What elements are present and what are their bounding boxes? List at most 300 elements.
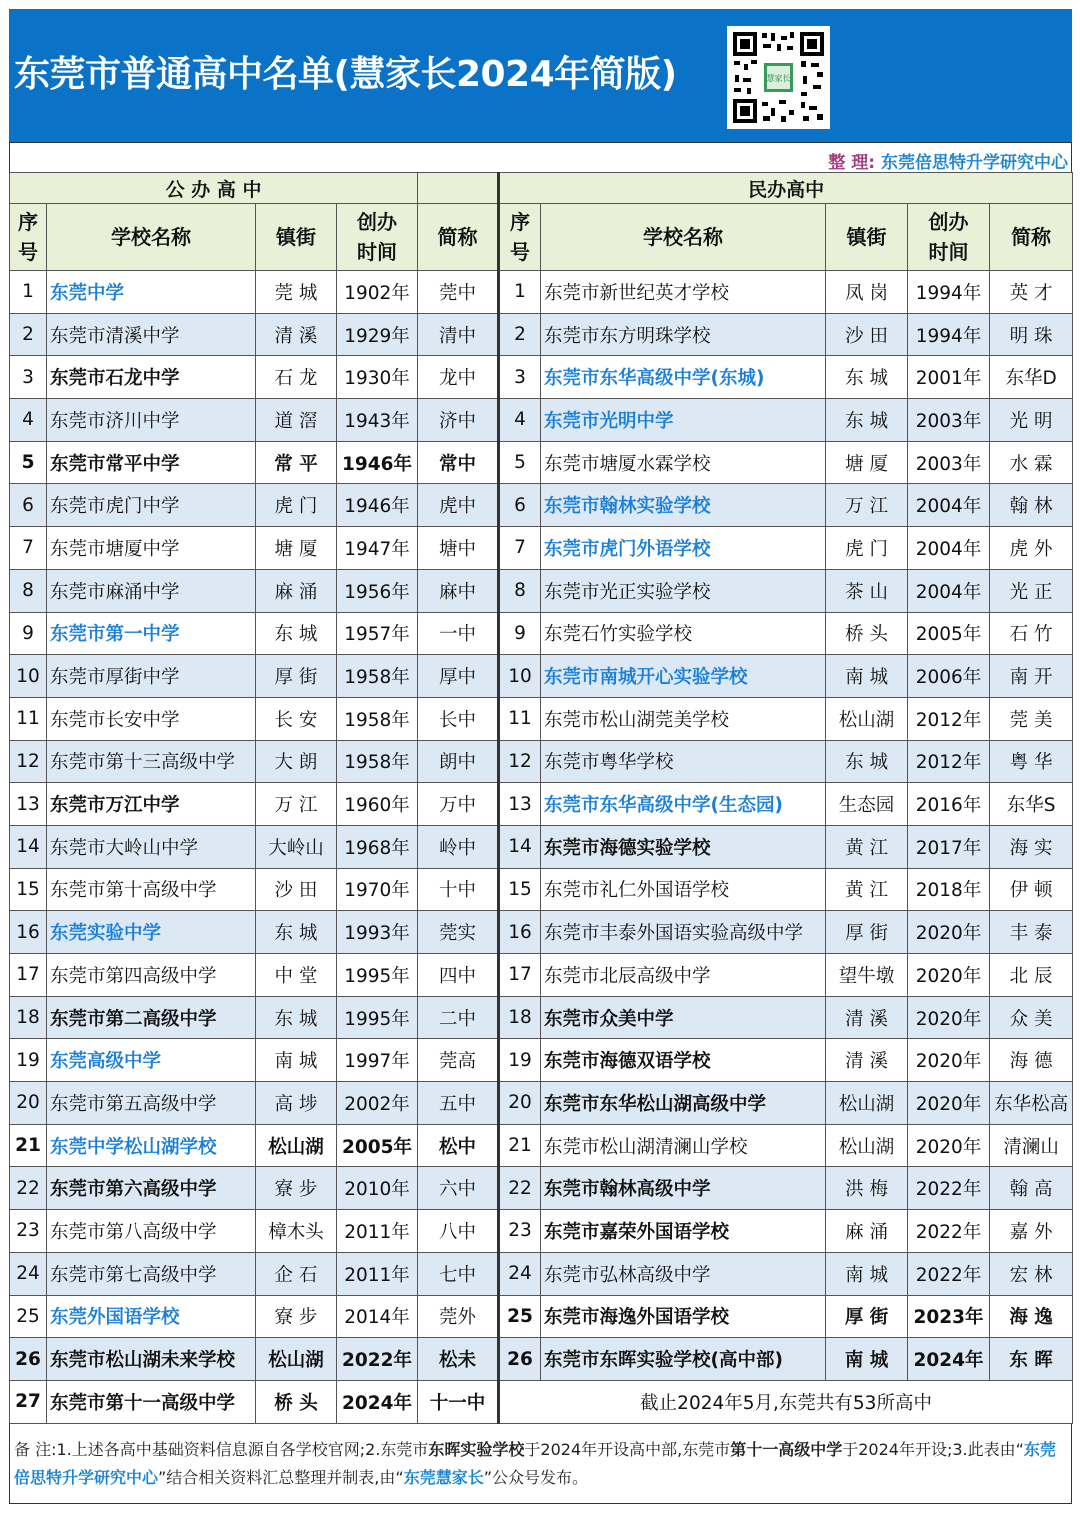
school-town: 南 城 [826, 655, 908, 698]
col-name-header: 学校名称 [47, 204, 256, 271]
school-no: 6 [10, 484, 47, 527]
school-name: 东莞市虎门中学 [47, 484, 256, 527]
school-abbr: 七中 [418, 1252, 499, 1295]
school-abbr: 莞高 [418, 1039, 499, 1082]
school-no: 4 [10, 399, 47, 442]
school-year: 1958年 [337, 697, 418, 740]
table-row [10, 1252, 1073, 1295]
school-abbr: 麻中 [418, 569, 499, 612]
col-abbr-header: 简称 [990, 204, 1073, 271]
school-no: 11 [499, 697, 541, 740]
school-abbr: 莞 美 [990, 697, 1073, 740]
school-year: 2022年 [337, 1338, 418, 1381]
table-row [10, 612, 1073, 655]
school-year: 2004年 [908, 527, 990, 570]
school-town: 清 溪 [826, 1039, 908, 1082]
school-year: 2001年 [908, 356, 990, 399]
table-row [10, 1039, 1073, 1082]
school-abbr: 嘉 外 [990, 1210, 1073, 1253]
school-name: 东莞市第十一高级中学 [47, 1380, 256, 1423]
school-town: 沙 田 [256, 868, 337, 911]
school-town: 松山湖 [826, 697, 908, 740]
school-no: 12 [499, 740, 541, 783]
table-row [10, 271, 1073, 314]
school-abbr: 松未 [418, 1338, 499, 1381]
school-name: 东莞市南城开心实验学校 [541, 655, 826, 698]
school-name: 东莞中学松山湖学校 [47, 1124, 256, 1167]
school-year: 2005年 [337, 1124, 418, 1167]
school-no: 26 [10, 1338, 47, 1381]
school-year: 1968年 [337, 825, 418, 868]
school-no: 23 [499, 1210, 541, 1253]
school-abbr: 清澜山 [990, 1124, 1073, 1167]
school-town: 寮 步 [256, 1167, 337, 1210]
school-no: 16 [10, 911, 47, 954]
school-town: 樟木头 [256, 1210, 337, 1253]
school-town: 厚 街 [256, 655, 337, 698]
school-year: 2014年 [337, 1295, 418, 1338]
school-no: 24 [10, 1252, 47, 1295]
school-no: 19 [499, 1039, 541, 1082]
school-abbr: 明 珠 [990, 313, 1073, 356]
school-town: 塘 厦 [826, 441, 908, 484]
school-town: 石 龙 [256, 356, 337, 399]
school-abbr: 塘中 [418, 527, 499, 570]
school-year: 2004年 [908, 484, 990, 527]
school-abbr: 众 美 [990, 996, 1073, 1039]
school-town: 凤 岗 [826, 271, 908, 314]
school-year: 2011年 [337, 1252, 418, 1295]
school-abbr: 海 逸 [990, 1295, 1073, 1338]
school-no: 7 [10, 527, 47, 570]
school-name: 东莞市东方明珠学校 [541, 313, 826, 356]
school-no: 16 [499, 911, 541, 954]
school-name: 东莞市众美中学 [541, 996, 826, 1039]
school-year: 2004年 [908, 569, 990, 612]
col-year-header: 创办时间 [337, 204, 418, 271]
school-name: 东莞市东华高级中学(生态园) [541, 783, 826, 826]
col-no-header: 序号 [499, 204, 541, 271]
col-year-header: 创办时间 [908, 204, 990, 271]
school-abbr: 一中 [418, 612, 499, 655]
school-town: 东 城 [256, 911, 337, 954]
school-name: 东莞市第十三高级中学 [47, 740, 256, 783]
summary-note: 截止2024年5月,东莞共有53所高中 [499, 1380, 1073, 1423]
school-no: 4 [499, 399, 541, 442]
school-abbr: 八中 [418, 1210, 499, 1253]
school-town: 高 埗 [256, 1082, 337, 1125]
school-name: 东莞市松山湖未来学校 [47, 1338, 256, 1381]
school-name: 东莞市翰林高级中学 [541, 1167, 826, 1210]
school-town: 沙 田 [826, 313, 908, 356]
school-name: 东莞市弘林高级中学 [541, 1252, 826, 1295]
school-abbr: 十中 [418, 868, 499, 911]
school-abbr: 二中 [418, 996, 499, 1039]
table-row [10, 655, 1073, 698]
school-no: 21 [499, 1124, 541, 1167]
school-town: 清 溪 [256, 313, 337, 356]
school-no: 15 [499, 868, 541, 911]
school-table [9, 172, 1073, 1424]
school-name: 东莞市粤华学校 [541, 740, 826, 783]
school-year: 2020年 [908, 996, 990, 1039]
school-abbr: 朗中 [418, 740, 499, 783]
school-name: 东莞市东华松山湖高级中学 [541, 1082, 826, 1125]
table-row [10, 954, 1073, 997]
school-abbr: 厚中 [418, 655, 499, 698]
school-name: 东莞市石龙中学 [47, 356, 256, 399]
school-abbr: 岭中 [418, 825, 499, 868]
school-town: 虎 门 [826, 527, 908, 570]
school-year: 1956年 [337, 569, 418, 612]
table-row [10, 911, 1073, 954]
school-no: 8 [499, 569, 541, 612]
school-town: 长 安 [256, 697, 337, 740]
school-abbr: 光 明 [990, 399, 1073, 442]
school-town: 茶 山 [826, 569, 908, 612]
school-no: 11 [10, 697, 47, 740]
school-town: 南 城 [826, 1338, 908, 1381]
school-no: 18 [10, 996, 47, 1039]
school-abbr: 宏 林 [990, 1252, 1073, 1295]
school-year: 2020年 [908, 954, 990, 997]
school-abbr: 松中 [418, 1124, 499, 1167]
school-name: 东莞市塘厦中学 [47, 527, 256, 570]
school-name: 东莞市光明中学 [541, 399, 826, 442]
qr-code [727, 26, 830, 129]
school-name: 东莞市第二高级中学 [47, 996, 256, 1039]
school-town: 洪 梅 [826, 1167, 908, 1210]
school-town: 东 城 [256, 996, 337, 1039]
school-year: 2012年 [908, 740, 990, 783]
school-name: 东莞市海逸外国语学校 [541, 1295, 826, 1338]
school-name: 东莞市常平中学 [47, 441, 256, 484]
school-year: 1929年 [337, 313, 418, 356]
school-year: 1995年 [337, 954, 418, 997]
school-no: 20 [499, 1082, 541, 1125]
school-no: 17 [499, 954, 541, 997]
school-no: 24 [499, 1252, 541, 1295]
school-name: 东莞市虎门外语学校 [541, 527, 826, 570]
school-town: 东 城 [826, 740, 908, 783]
school-name: 东莞市东华高级中学(东城) [541, 356, 826, 399]
school-name: 东莞市新世纪英才学校 [541, 271, 826, 314]
school-no: 22 [10, 1167, 47, 1210]
school-abbr: 北 辰 [990, 954, 1073, 997]
school-name: 东莞市海德实验学校 [541, 825, 826, 868]
school-abbr: 济中 [418, 399, 499, 442]
school-name: 东莞市大岭山中学 [47, 825, 256, 868]
school-year: 1947年 [337, 527, 418, 570]
school-town: 松山湖 [256, 1338, 337, 1381]
school-abbr: 丰 泰 [990, 911, 1073, 954]
school-name: 东莞市万江中学 [47, 783, 256, 826]
school-town: 松山湖 [826, 1124, 908, 1167]
school-no: 26 [499, 1338, 541, 1381]
school-no: 1 [10, 271, 47, 314]
school-name: 东莞市济川中学 [47, 399, 256, 442]
school-town: 道 滘 [256, 399, 337, 442]
school-town: 望牛墩 [826, 954, 908, 997]
school-year: 2016年 [908, 783, 990, 826]
table-row [10, 399, 1073, 442]
table-row [10, 1167, 1073, 1210]
school-year: 2003年 [908, 441, 990, 484]
school-no: 14 [499, 825, 541, 868]
school-abbr: 伊 顿 [990, 868, 1073, 911]
table-row [10, 1082, 1073, 1125]
school-name: 东莞市第四高级中学 [47, 954, 256, 997]
school-no: 8 [10, 569, 47, 612]
page-title: 东莞市普通高中名单(慧家长2024年简版) [14, 54, 677, 95]
school-town: 生态园 [826, 783, 908, 826]
school-year: 1958年 [337, 740, 418, 783]
school-town: 东 城 [826, 399, 908, 442]
school-no: 27 [10, 1380, 47, 1423]
school-no: 5 [10, 441, 47, 484]
school-abbr: 水 霖 [990, 441, 1073, 484]
school-year: 2002年 [337, 1082, 418, 1125]
school-abbr: 光 正 [990, 569, 1073, 612]
school-abbr: 海 实 [990, 825, 1073, 868]
school-abbr: 四中 [418, 954, 499, 997]
school-year: 1946年 [337, 484, 418, 527]
school-no: 3 [10, 356, 47, 399]
school-abbr: 莞外 [418, 1295, 499, 1338]
school-town: 东 城 [256, 612, 337, 655]
school-name: 东莞中学 [47, 271, 256, 314]
school-name: 东莞石竹实验学校 [541, 612, 826, 655]
school-abbr: 龙中 [418, 356, 499, 399]
school-town: 东 城 [826, 356, 908, 399]
school-abbr: 五中 [418, 1082, 499, 1125]
school-no: 22 [499, 1167, 541, 1210]
svg-text:慧家长: 慧家长 [766, 74, 791, 83]
school-name: 东莞外国语学校 [47, 1295, 256, 1338]
school-town: 中 堂 [256, 954, 337, 997]
school-year: 1993年 [337, 911, 418, 954]
school-year: 2024年 [337, 1380, 418, 1423]
school-no: 1 [499, 271, 541, 314]
table-row [10, 1338, 1073, 1381]
school-abbr: 粤 华 [990, 740, 1073, 783]
table-row [10, 868, 1073, 911]
school-year: 2020年 [908, 911, 990, 954]
school-no: 7 [499, 527, 541, 570]
school-year: 2023年 [908, 1295, 990, 1338]
school-abbr: 东华D [990, 356, 1073, 399]
school-year: 1930年 [337, 356, 418, 399]
school-name: 东莞市厚街中学 [47, 655, 256, 698]
school-no: 2 [499, 313, 541, 356]
school-no: 25 [499, 1295, 541, 1338]
table-row [10, 441, 1073, 484]
school-year: 1970年 [337, 868, 418, 911]
school-town: 厚 街 [826, 1295, 908, 1338]
school-town: 厚 街 [826, 911, 908, 954]
school-no: 25 [10, 1295, 47, 1338]
table-row [10, 484, 1073, 527]
school-abbr: 莞中 [418, 271, 499, 314]
section-public-heading: 公 办 高 中 [10, 173, 418, 204]
school-no: 10 [499, 655, 541, 698]
school-year: 2022年 [908, 1210, 990, 1253]
school-abbr: 清中 [418, 313, 499, 356]
school-no: 5 [499, 441, 541, 484]
school-name: 东莞市第五高级中学 [47, 1082, 256, 1125]
school-town: 松山湖 [826, 1082, 908, 1125]
school-no: 9 [499, 612, 541, 655]
school-year: 1994年 [908, 271, 990, 314]
school-year: 2020年 [908, 1039, 990, 1082]
school-name: 东莞实验中学 [47, 911, 256, 954]
school-name: 东莞市礼仁外国语学校 [541, 868, 826, 911]
school-abbr: 翰 林 [990, 484, 1073, 527]
school-town: 南 城 [826, 1252, 908, 1295]
table-row [10, 313, 1073, 356]
table-row [10, 825, 1073, 868]
school-name: 东莞市海德双语学校 [541, 1039, 826, 1082]
table-body [10, 271, 1073, 1424]
school-town: 常 平 [256, 441, 337, 484]
school-name: 东莞市丰泰外国语实验高级中学 [541, 911, 826, 954]
school-name: 东莞高级中学 [47, 1039, 256, 1082]
col-abbr-header: 简称 [418, 204, 499, 271]
school-name: 东莞市东晖实验学校(高中部) [541, 1338, 826, 1381]
school-name: 东莞市第七高级中学 [47, 1252, 256, 1295]
school-year: 2018年 [908, 868, 990, 911]
school-year: 2020年 [908, 1124, 990, 1167]
school-abbr: 长中 [418, 697, 499, 740]
school-town: 虎 门 [256, 484, 337, 527]
school-town: 莞 城 [256, 271, 337, 314]
school-no: 9 [10, 612, 47, 655]
school-no: 10 [10, 655, 47, 698]
school-no: 13 [499, 783, 541, 826]
school-town: 塘 厦 [256, 527, 337, 570]
school-name: 东莞市翰林实验学校 [541, 484, 826, 527]
footnote: 备 注:1.上述各高中基础资料信息源自各学校官网;2.东莞市东晖实验学校于2024年开设高中部,东莞市第十一高级中学于2024年开设;3.此表由“东莞倍思特升学研究中心”结合相关资料汇总整理并制表,由“东莞慧家长”公众号发布。 [14, 1440, 1056, 1487]
school-abbr: 翰 高 [990, 1167, 1073, 1210]
table-row [10, 740, 1073, 783]
school-abbr: 莞实 [418, 911, 499, 954]
school-year: 2011年 [337, 1210, 418, 1253]
col-town-header: 镇街 [256, 204, 337, 271]
school-no: 12 [10, 740, 47, 783]
table-row [10, 783, 1073, 826]
school-town: 企 石 [256, 1252, 337, 1295]
school-no: 20 [10, 1082, 47, 1125]
table-row [10, 1210, 1073, 1253]
school-name: 东莞市塘厦水霖学校 [541, 441, 826, 484]
school-year: 1943年 [337, 399, 418, 442]
credit-line [828, 148, 1068, 173]
school-year: 1997年 [337, 1039, 418, 1082]
school-no: 15 [10, 868, 47, 911]
col-no-header: 序号 [10, 204, 47, 271]
table-row [10, 996, 1073, 1039]
school-town: 桥 头 [256, 1380, 337, 1423]
school-abbr: 东华S [990, 783, 1073, 826]
school-town: 清 溪 [826, 996, 908, 1039]
school-no: 14 [10, 825, 47, 868]
col-town-header: 镇街 [826, 204, 908, 271]
school-town: 万 江 [256, 783, 337, 826]
table-row [10, 569, 1073, 612]
school-no: 19 [10, 1039, 47, 1082]
school-name: 东莞市光正实验学校 [541, 569, 826, 612]
school-year: 2010年 [337, 1167, 418, 1210]
school-year: 2005年 [908, 612, 990, 655]
school-no: 23 [10, 1210, 47, 1253]
school-abbr: 石 竹 [990, 612, 1073, 655]
school-name: 东莞市嘉荣外国语学校 [541, 1210, 826, 1253]
school-name: 东莞市第十高级中学 [47, 868, 256, 911]
section-public-heading-blank [418, 173, 499, 204]
school-year: 1960年 [337, 783, 418, 826]
school-abbr: 海 德 [990, 1039, 1073, 1082]
school-town: 黄 江 [826, 825, 908, 868]
school-town: 万 江 [826, 484, 908, 527]
school-year: 2003年 [908, 399, 990, 442]
school-year: 2006年 [908, 655, 990, 698]
school-year: 2022年 [908, 1252, 990, 1295]
school-name: 东莞市长安中学 [47, 697, 256, 740]
school-town: 桥 头 [826, 612, 908, 655]
school-abbr: 虎 外 [990, 527, 1073, 570]
school-year: 1902年 [337, 271, 418, 314]
school-town: 黄 江 [826, 868, 908, 911]
school-year: 1995年 [337, 996, 418, 1039]
school-town: 大 朗 [256, 740, 337, 783]
school-year: 2020年 [908, 1082, 990, 1125]
school-abbr: 常中 [418, 441, 499, 484]
school-year: 2012年 [908, 697, 990, 740]
table-row [10, 1380, 1073, 1423]
school-year: 1958年 [337, 655, 418, 698]
col-name-header: 学校名称 [541, 204, 826, 271]
school-year: 1994年 [908, 313, 990, 356]
school-abbr: 万中 [418, 783, 499, 826]
school-abbr: 英 才 [990, 271, 1073, 314]
table-row [10, 527, 1073, 570]
school-year: 1957年 [337, 612, 418, 655]
school-name: 东莞市北辰高级中学 [541, 954, 826, 997]
school-no: 13 [10, 783, 47, 826]
school-no: 17 [10, 954, 47, 997]
qr-code-icon [731, 30, 826, 125]
credit-key: 整 理: [828, 153, 876, 173]
table-row [10, 1295, 1073, 1338]
school-town: 寮 步 [256, 1295, 337, 1338]
school-year: 2022年 [908, 1167, 990, 1210]
school-name: 东莞市第一中学 [47, 612, 256, 655]
table-row [10, 356, 1073, 399]
school-town: 南 城 [256, 1039, 337, 1082]
school-abbr: 东 晖 [990, 1338, 1073, 1381]
school-year: 2017年 [908, 825, 990, 868]
school-abbr: 南 开 [990, 655, 1073, 698]
school-name: 东莞市清溪中学 [47, 313, 256, 356]
section-private-heading: 民办高中 [499, 173, 1073, 204]
school-no: 18 [499, 996, 541, 1039]
school-name: 东莞市麻涌中学 [47, 569, 256, 612]
school-year: 2024年 [908, 1338, 990, 1381]
school-name: 东莞市松山湖清澜山学校 [541, 1124, 826, 1167]
school-abbr: 六中 [418, 1167, 499, 1210]
school-town: 麻 涌 [826, 1210, 908, 1253]
school-abbr: 虎中 [418, 484, 499, 527]
